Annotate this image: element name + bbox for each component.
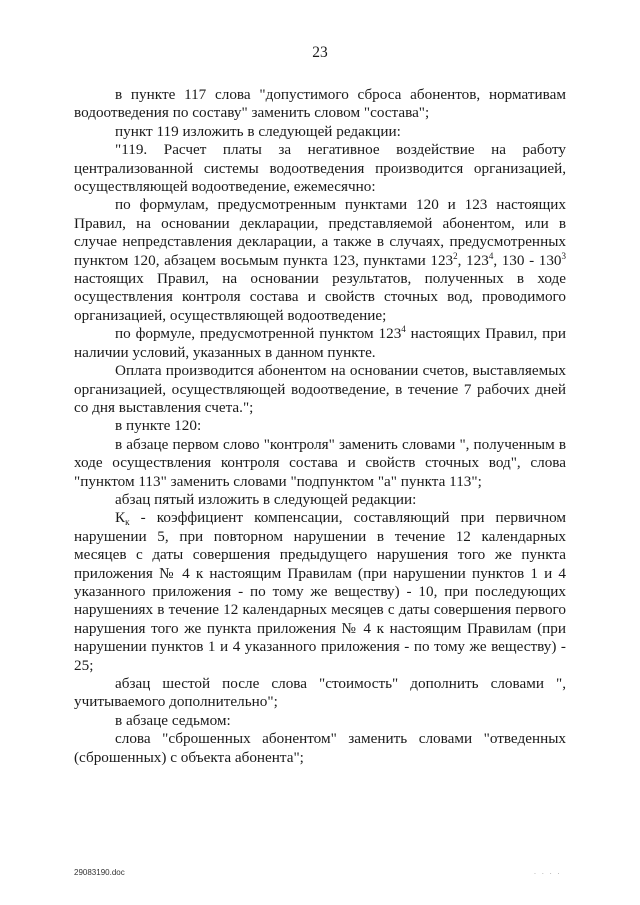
paragraph-item-117: в пункте 117 слова "допустимого сброса абонентов, нормативам водоотведения по составу" заменить словом "состава";: [74, 86, 566, 122]
paragraph-formula-text-a: по формуле, предусмотренной пунктом 123: [115, 325, 402, 343]
paragraph-formulas-text-c: , 130 - 130: [493, 251, 562, 269]
paragraph-abzac-fifth-intro: абзац пятый изложить в следующей редакции:: [115, 490, 417, 508]
paragraph-formulas-text-a: по формулам, предусмотренным пунктами 120 и 123 настоящих Правил, на основании декларации, представляемой абонентом, или в случае непредставления декларации, а также в случаях, предусмотренных пунктом 120, абзацем восьмым пункта 123, пунктами 123: [74, 196, 566, 269]
page-number: 23: [312, 44, 328, 61]
coefficient-text: - коэффициент компенсации, составляющий при первичном нарушении 5, при повторном нарушении в течение 12 календарных месяцев с даты совершения предыдущего нарушения того же пункта приложения № 4 к настоящим Правилам (при нарушении пунктов 1 и 4 указанного приложения - по тому же веществу) - 10, при последующих нарушениях в течение 12 календарных месяцев с даты совершения первого нарушения того же пункта приложения № 4 к настоящим Правилам (при нарушении пунктов 1 и 4 указанного приложения - по тому же веществу) - 25;: [74, 509, 566, 674]
paragraph-formulas-text-d: настоящих Правил, на основании результатов, полученных в ходе осуществления контроля состава и свойств сточных вод, проводимого организацией, осуществляющей водоотведение;: [74, 270, 566, 324]
paragraph-abzac-seventh: в абзаце седьмом:: [115, 711, 231, 729]
paragraph-item-119-intro: пункт 119 изложить в следующей редакции:: [115, 122, 401, 140]
coefficient-symbol: К: [115, 509, 126, 527]
paragraph-formulas: [74, 196, 566, 325]
document-body: [74, 86, 566, 767]
superscript: 2: [453, 250, 458, 261]
superscript: 3: [561, 250, 567, 261]
footer-document-ref: 29083190.doc: [74, 868, 125, 877]
paragraph-abzac-first: в абзаце первом слово "контроля" заменить словами ", полученным в ходе осуществления контроля состава и свойств сточных вод", слова "пунктом 113" заменить словами "подпунктом "а" пункта 113";: [74, 435, 566, 490]
paragraph-formula-text-b: настоящих Правил, при наличии условий, указанных в данном пункте.: [74, 325, 566, 361]
paragraph-formulas-text-b: , 123: [457, 251, 489, 269]
paragraph-item-119-text: "119. Расчет платы за негативное воздействие на работу централизованной системы водоотведения производится организацией, осуществляющей водоотведение, ежемесячно:: [74, 141, 566, 196]
superscript: 4: [401, 324, 406, 335]
paragraph-item-120: в пункте 120:: [115, 417, 202, 435]
subscript: к: [125, 517, 130, 528]
superscript: 4: [488, 250, 494, 261]
paragraph-abzac-sixth: абзац шестой после слова "стоимость" дополнить словами ", учитываемого дополнительно";: [74, 675, 566, 711]
footer-marks: . . . .: [534, 869, 562, 876]
paragraph-coefficient: [74, 509, 566, 675]
paragraph-replace-words: слова "сброшенных абонентом" заменить словами "отведенных (сброшенных) с объекта абонента";: [74, 730, 566, 766]
paragraph-formula-123-4: [74, 325, 566, 362]
paragraph-payment: Оплата производится абонентом на основании счетов, выставляемых организацией, осуществляющей водоотведение, в течение 7 рабочих дней со дня выставления счета.";: [74, 362, 566, 416]
